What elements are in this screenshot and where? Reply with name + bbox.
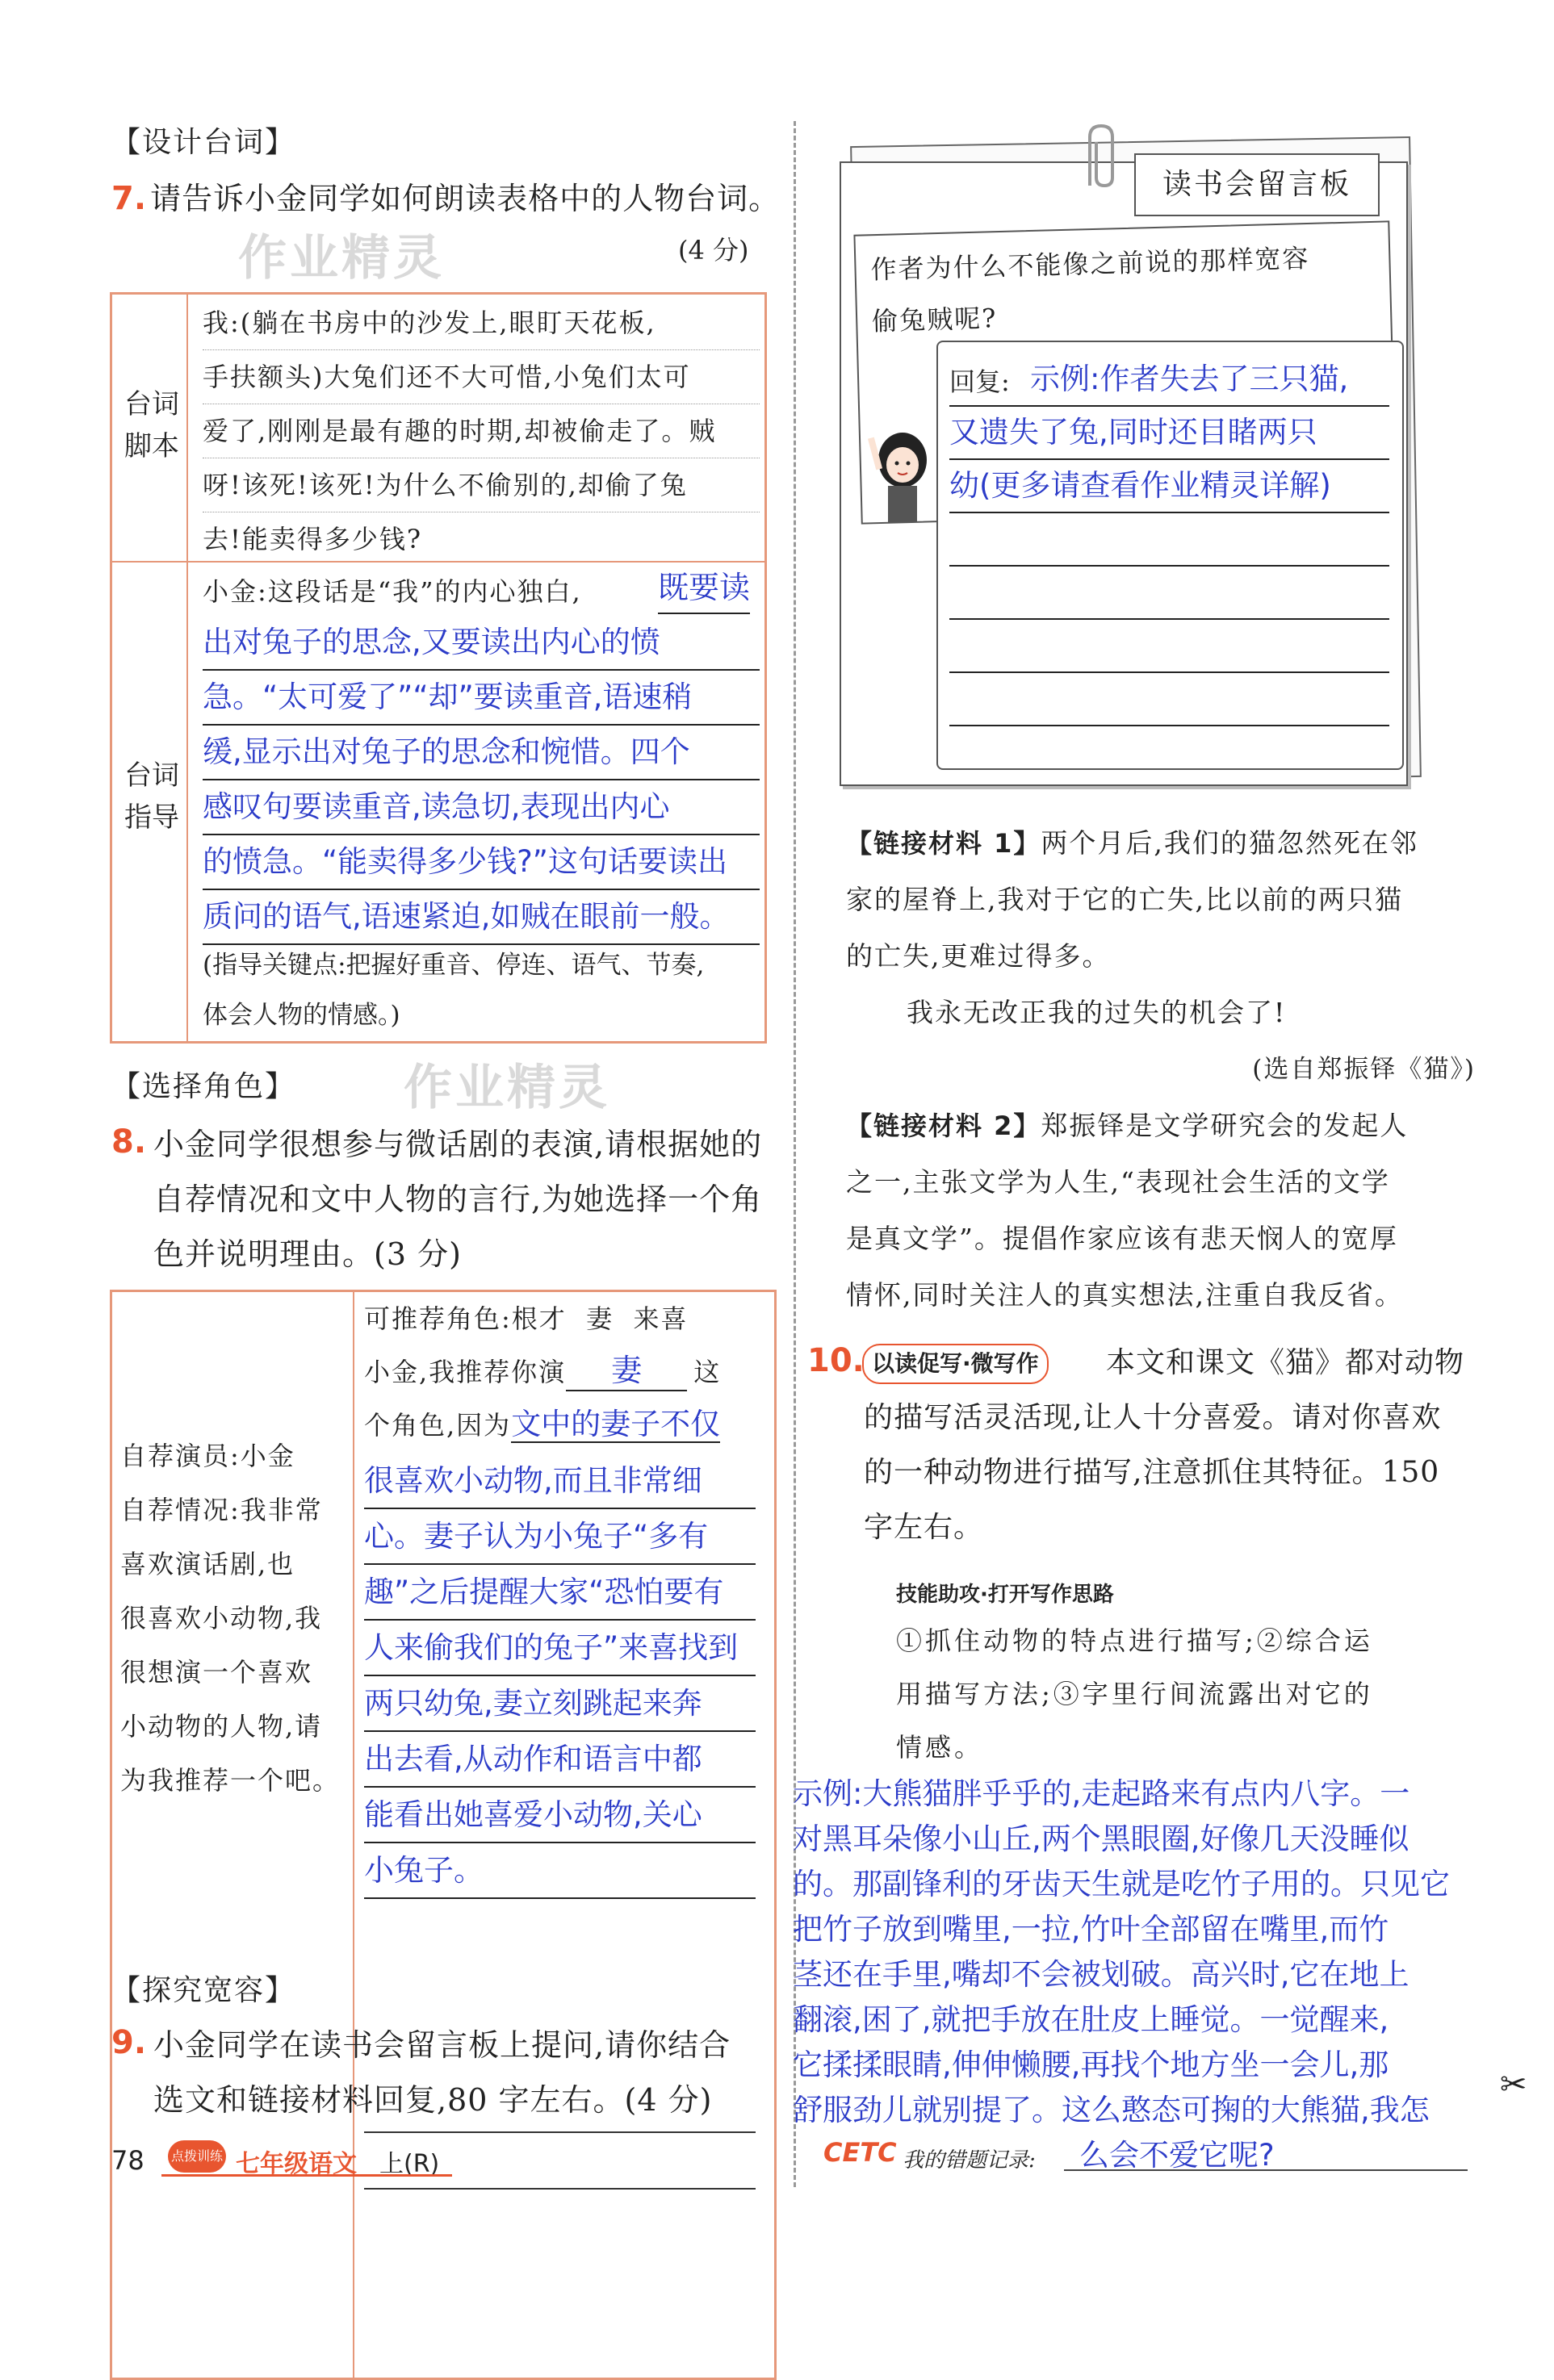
section-design-lines: 【设计台词】 [111, 126, 296, 159]
page-number: 78 [111, 2145, 145, 2176]
question-8: 8. 小金同学很想参与微话剧的表演,请根据她的 自荐情况和文中人物的言行,为她选择一个角 色并说明理由。(3 分) [111, 1123, 763, 1272]
question-10: 10. 以读促写·微写作 本文和课文《猫》都对动物 的描写活灵活现,让人十分喜爱。请对你喜欢 的一种动物进行描写,注意抓住其特征。150 字左右。 [807, 1342, 1465, 1544]
question-number: 7. [111, 180, 147, 217]
scissors-icon: ✂ [1500, 2066, 1527, 2103]
board-title: 读书会留言板 [1134, 153, 1380, 216]
cetc-logo: CETC [823, 2137, 897, 2168]
error-record-label: 我的错题记录: [903, 2148, 1036, 2173]
watermark: 作业精灵 [238, 230, 445, 287]
self-recommend: 自荐演员:小金 自荐情况:我非常 喜欢演话剧,也 很喜欢小动物,我 很想演一个喜欢 小动物的人物,请 为我推荐一个吧。 [120, 1441, 341, 1796]
score: (4 分) [678, 235, 749, 266]
recommend-line: 小金,我推荐你演 妻 这 [364, 1345, 768, 1399]
tips-text: ①抓住动物的特点进行描写;②综合运 用描写方法;③字里行间流露出对它的 情感。 [896, 1625, 1373, 1763]
guide-note: (指导关键点:把握好重音、停连、语气、节奏, 体会人物的情感。) [203, 951, 705, 1030]
guide-answer: 出对兔子的思念,又要读出内心的愤 急。“太可爱了”“却”要读重音,语速稍 缓,显示出对兔子的思念和惋惜。四个 感叹句要读重音,读急切,表现出内心 的愤急。“能卖得多少钱?”这句话要读出 质问的语气,语速紧迫,如贼在眼前一般。 [203, 616, 760, 945]
section-explore-tolerance: 【探究宽容】 [111, 1974, 296, 2007]
reply-label: 回复: [949, 366, 1010, 397]
series-logo: 点拨训练 [168, 2140, 226, 2173]
script-text: 我:(躺在书房中的沙发上,眼盯天花板, 手扶额头)大兔们还不大可惜,小兔们太可 爱了,刚刚是最有趣的时期,却被偷走了。贼 呀!该死!该死!为什么不偷别的,却偷了兔 去!能卖得多少钱? [203, 296, 760, 566]
essay-answer: 示例:大熊猫胖乎乎的,走起路来有点内八字。一 对黑耳朵像小山丘,两个黑眼圈,好像几天没睡似 的。那副锋利的牙齿天生就是吃竹子用的。只见它 把竹子放到嘴里,一拉,竹叶全部留在嘴里,而竹 茎还在手里,嘴却不会被划破。高兴时,它在地上 翻滚,困了,就把手放在肚皮上睡觉。一觉醒来, 它揉揉眼睛,伸伸懒腰,再找个地方坐一会儿,那 舒服劲儿就别提了。这么憨态可掬的大熊猫,我怎 么会不爱它呢? [793, 1776, 1450, 2173]
volume: 上(R) [379, 2150, 440, 2178]
question-9: 9. 小金同学在读书会留言板上提问,请你结合 选文和链接材料回复,80 字左右。(4 分) [111, 2024, 731, 2118]
reason-line: 个角色,因为文中的妻子不仅 [364, 1407, 721, 1441]
role-reason: 很喜欢小动物,而且非常细 心。妻子认为小兔子“多有 趣”之后提醒大家“恐怕要有 人来偷我们的兔子”来喜找到 两只幼兔,妻立刻跳起来奔 出去看,从动作和语言中都 能看出她喜爱小动物,关心 小兔子。 [364, 1454, 756, 1899]
dialogue-table [110, 292, 767, 1044]
error-record-line [1064, 2169, 1468, 2171]
question-number: 8. [111, 1123, 147, 1161]
writing-tag: 以读促写·微写作 [862, 1344, 1049, 1384]
label-script: 台词 脚本 [124, 388, 179, 462]
link-material-2: 【链接材料 2】郑振铎是文学研究会的发起人 之一,主张文学为人生,“表现社会生活的文学 是真文学”。提倡作家应该有悲天悯人的宽厚 情怀,同时关注人的真实想法,注重自我反省。 [846, 1110, 1409, 1311]
question-number: 9. [111, 2024, 147, 2061]
available-roles: 可推荐角色:根才 妻 来喜 [364, 1303, 689, 1334]
question-7 [111, 171, 780, 226]
guide-prefix: 小金:这段话是“我”的内心独白, [203, 576, 582, 607]
girl-avatar [865, 421, 938, 526]
question-card: 作者为什么不能像之前说的那样宽容 偷兔贼呢? [853, 220, 1397, 524]
watermark: 作业精灵 [404, 1060, 610, 1116]
link-material-1: 【链接材料 1】两个月后,我们的猫忽然死在邻 家的屋脊上,我对于它的亡失,比以前的两只猫 的亡失,更难过得多。 我永无改正我的过失的机会了! (选自郑振铎《猫》) [846, 827, 1476, 1084]
paperclip-icon [1074, 121, 1130, 194]
question-number: 10. [807, 1342, 865, 1379]
book-title: 七年级语文 [236, 2150, 357, 2178]
message-board [840, 161, 1408, 786]
answer-line: 既要读 [658, 563, 750, 614]
section-choose-role: 【选择角色】 [111, 1070, 296, 1103]
role-table [110, 1290, 777, 2380]
reply-card [936, 341, 1404, 770]
label-guide: 台词 指导 [124, 759, 179, 834]
reply-answer: 示例:作者失去了三只猫, 又遗失了兔,同时还目睹两只 幼(更多请查看作业精灵详解) [949, 353, 1389, 726]
tips-title: 技能助攻·打开写作思路 [896, 1583, 1114, 1607]
question-text: 请告诉小金同学如何朗读表格中的人物台词。 [150, 181, 781, 216]
